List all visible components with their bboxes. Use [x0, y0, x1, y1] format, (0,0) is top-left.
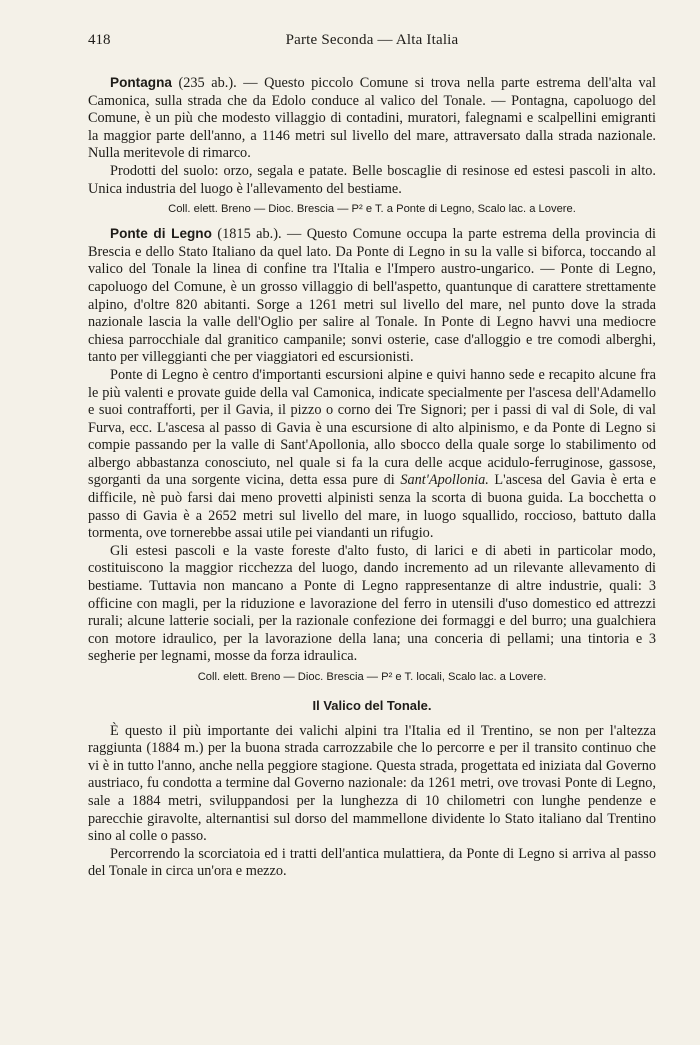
ponte-text-2b: L'ascesa del Gavia è erta e difficile, nè può farsi dai meno provetti alpinisti senza la scorta di buona guida. La bocchetta o passo di Gavia è a 2652 metri sul livello del mare, in luogo squallido, roccioso, battuto dalla tormenta, ove tornerebbe assai utile pei viandanti un rifugio.	[88, 472, 656, 542]
ponte-text-1: (1815 ab.). — Questo Comune occupa la parte estrema della provincia di Brescia e dello Stato Italiano da quel lato. Da Ponte di Legno in su la valle si biforca, toccando al valico del Tonale la linea di confine tra l'Italia e l'Impero austro-ungarico. — Ponte di Legno, capoluogo del Comune, è un grosso villaggio di bell'aspetto, quantunque di carattere strettamente alpino, d'oltre 820 abitanti. Sorge a 1261 metri sul livello del mare, nel punto dove la strada nazionale lascia la valle dell'Oglio per salire al Tonale. In Ponte di Legno havvi una mediocre chiesa parrocchiale dal granitico campanile; sonvi osterie, case d'alloggio e tre comodi alberghi, tanto per villeggianti che per viaggiatori ed escursionisti.	[88, 226, 657, 366]
ponte-note: Coll. elett. Breno — Dioc. Brescia — P² e T. locali, Scalo lac. a Lovere.	[197, 671, 547, 683]
pontagna-title: Pontagna	[110, 75, 172, 90]
ponte-paragraph-1	[88, 225, 656, 367]
pontagna-paragraph-2: Prodotti del suolo: orzo, segala e patate. Belle boscaglie di resinose ed estesi pascoli in alto. Unica industria del luogo è l'allevamento del bestiame.	[88, 162, 656, 197]
pontagna-text-1: (235 ab.). — Questo piccolo Comune si trova nella parte estrema dell'alta val Camonica, sulla strada che da Edolo conduce al valico del Tonale. — Pontagna, capoluogo del Comune, è un più che modesto villaggio di contadini, muratori, falegnami e scalpellini emigranti la maggior parte dell'anno, a 1146 metri sul livello del mare, attraversato dalla strada nazionale. Nulla meritevole di rimarco.	[88, 75, 656, 162]
tonale-paragraph-1: È questo il più importante dei valichi alpini tra l'Italia ed il Trentino, se non per l'altezza raggiunta (1884 m.) per la buona strada carrozzabile che lo percorre e per il transito continuo che vi è in tutto l'anno, anche nella peggiore stagione. Questa strada, progettata ed iniziata dal Governo austriaco, fu condotta a termine dal Governo nazionale: da 1261 metri, ove trovasi Ponte di Legno, sale a 1884 metri, sviluppandosi per la lunghezza di 10 chilometri con lunghe pendenze e parecchie giravolte, alternantisi sul dorso del mammellone dividente lo Stato italiano dal Trentino sino al colle o passo.	[88, 722, 656, 845]
page-body	[88, 74, 656, 881]
ponte-text-2a: Ponte di Legno è centro d'importanti escursioni alpine e quivi hanno sede e recapito alcune fra le più valenti e provate guide della val Camonica, indicate specialmente per l'ascesa dell'Adamello e suoi contrafforti, per il Gavia, il pizzo o corno dei Tre Signori; per i passi di val di Sole, di val Furva, ecc. L'ascesa al passo di Gavia è una escursione di alto alpinismo, e da Ponte di Legno si compie passando per la valle di Sant'Apollonia, allo sbocco della quale sorge lo stabilimento od albergo abbastanza conosciuto, nel quale si fa la cura delle acque acidulo-ferruginose, gassose, sgorganti da una sorgente vicina, detta essa pure di	[88, 366, 656, 489]
pontagna-paragraph-1	[88, 74, 656, 163]
ponte-paragraph-3: Gli estesi pascoli e la vaste foreste d'alto fusto, di larici e di abeti in particolar modo, costituiscono la maggior ricchezza del luogo, dando incremento ad un rilevante allevamento di bestiame. Tuttavia non mancano a Ponte di Legno rappresentanze di altre industrie, quali: 3 officine con magli, per la riduzione e lavorazione del ferro in utensili d'uso domestico ed attrezzi rurali; alcune latterie sociali, per la razionale confezione dei formaggi e del burro; una gualchiera con motore idraulico, per la lavorazione della lana; una conceria di pellami; una tintoria e 3 segherie per legnami, mosse da forza idraulica.	[88, 542, 656, 665]
pontagna-note: Coll. elett. Breno — Dioc. Brescia — P² e T. a Ponte di Legno, Scalo lac. a Lovere.	[168, 203, 576, 216]
tonale-section-title: Il Valico del Tonale.	[312, 698, 432, 713]
ponte-paragraph-2	[88, 367, 656, 543]
ponte-text-2-italic: Sant'Apollonia.	[400, 472, 489, 489]
page-header	[88, 32, 656, 54]
running-head: Parte Seconda — Alta Italia	[285, 32, 459, 48]
page-number: 418	[88, 32, 111, 48]
ponte-title: Ponte di Legno	[110, 226, 212, 242]
tonale-paragraph-2: Percorrendo la scorciatoia ed i tratti dell'antica mulattiera, da Ponte di Legno si arriva al passo del Tonale in circa un'ora e mezzo.	[88, 845, 656, 880]
